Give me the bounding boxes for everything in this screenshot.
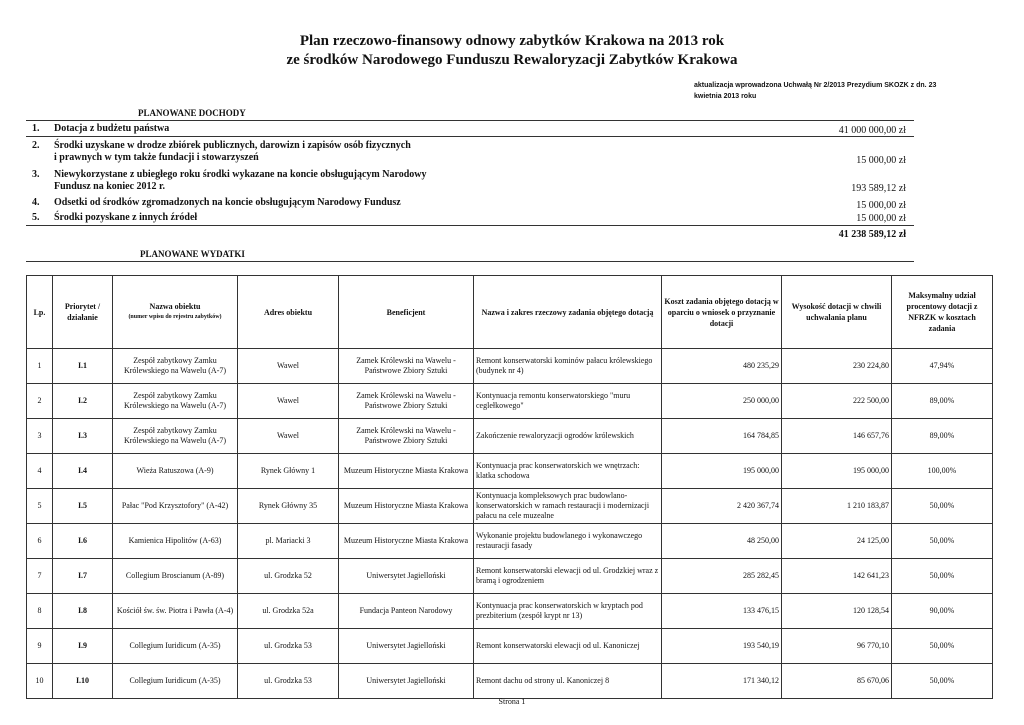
income-item-label: Odsetki od środków zgromadzonych na koncie obsługującym Narodowy Fundusz	[54, 197, 401, 208]
cell-cost: 285 282,45	[662, 559, 782, 594]
cell-share: 89,00%	[892, 384, 993, 419]
cell-priority: I.6	[53, 524, 113, 559]
column-header-max-share: Maksymalny udział procentowy dotacji z NFRZK w kosztach zadania	[892, 276, 993, 349]
cell-share: 50,00%	[892, 489, 993, 524]
cell-priority: I.8	[53, 594, 113, 629]
table-row	[27, 419, 993, 454]
cell-scope: Kontynuacja prac konserwatorskich w kryptach pod prezbiterium (zespół krypt nr 13)	[474, 594, 662, 629]
cell-scope: Kontynuacja prac konserwatorskich we wnętrzach: klatka schodowa	[474, 454, 662, 489]
table-row	[27, 384, 993, 419]
cell-priority: I.9	[53, 629, 113, 664]
table-row	[27, 349, 993, 384]
cell-cost: 480 235,29	[662, 349, 782, 384]
cell-cost: 164 784,85	[662, 419, 782, 454]
cell-cost: 171 340,12	[662, 664, 782, 699]
cell-priority: I.2	[53, 384, 113, 419]
table-row	[27, 489, 993, 524]
income-item-label: Środki uzyskane w drodze zbiórek publicznych, darowizn i zapisów osób fizycznych	[54, 140, 411, 151]
column-header-object	[113, 276, 238, 349]
income-item-number: 3.	[32, 169, 40, 180]
cell-priority: I.3	[53, 419, 113, 454]
cell-object: Pałac "Pod Krzysztofory" (A-42)	[113, 489, 238, 524]
cell-object: Zespół zabytkowy Zamku Królewskiego na Wawelu (A-7)	[113, 349, 238, 384]
cell-cost: 193 540,19	[662, 629, 782, 664]
income-item-number: 2.	[32, 140, 40, 151]
cell-share: 90,00%	[892, 594, 993, 629]
income-item-label: Środki pozyskane z innych źródeł	[54, 212, 198, 223]
cell-lp: 7	[27, 559, 53, 594]
table-row	[27, 664, 993, 699]
cell-scope: Remont konserwatorski kominów pałacu królewskiego (budynek nr 4)	[474, 349, 662, 384]
cell-beneficiary: Uniwersytet Jagielloński	[339, 664, 474, 699]
cell-lp: 9	[27, 629, 53, 664]
cell-priority: I.5	[53, 489, 113, 524]
cell-grant: 230 224,80	[782, 349, 892, 384]
cell-address: Wawel	[238, 384, 339, 419]
column-header-priority: Priorytet / działanie	[53, 276, 113, 349]
cell-object: Collegium Broscianum (A-89)	[113, 559, 238, 594]
cell-lp: 5	[27, 489, 53, 524]
column-header-object-sublabel: (numer wpisu do rejestru zabytków)	[128, 314, 222, 320]
cell-address: ul. Grodzka 53	[238, 629, 339, 664]
cell-share: 89,00%	[892, 419, 993, 454]
divider	[26, 261, 914, 262]
cell-address: ul. Grodzka 52a	[238, 594, 339, 629]
cell-grant: 222 500,00	[782, 384, 892, 419]
cell-object: Wieża Ratuszowa (A-9)	[113, 454, 238, 489]
cell-scope: Kontynuacja remontu konserwatorskiego "muru ceglełkowego"	[474, 384, 662, 419]
cell-priority: I.4	[53, 454, 113, 489]
cell-lp: 1	[27, 349, 53, 384]
expenses-table	[26, 275, 993, 699]
cell-beneficiary: Fundacja Panteon Narodowy	[339, 594, 474, 629]
cell-scope: Wykonanie projektu budowlanego i wykonawczego restauracji fasady	[474, 524, 662, 559]
column-header-scope: Nazwa i zakres rzeczowy zadania objętego dotacją	[474, 276, 662, 349]
document-title-line1: Plan rzeczowo-finansowy odnowy zabytków Krakowa na 2013 rok	[299, 33, 725, 49]
cell-object: Zespół zabytkowy Zamku Królewskiego na Wawelu (A-7)	[113, 384, 238, 419]
income-item-label-continued: Fundusz na koniec 2012 r.	[54, 181, 166, 192]
cell-grant: 142 641,23	[782, 559, 892, 594]
cell-object: Zespół zabytkowy Zamku Królewskiego na Wawelu (A-7)	[113, 419, 238, 454]
cell-beneficiary: Uniwersytet Jagielloński	[339, 559, 474, 594]
cell-lp: 4	[27, 454, 53, 489]
update-note-line1: aktualizacja wprowadzona Uchwałą Nr 2/2013 Prezydium SKOZK z dn. 23	[694, 82, 937, 89]
income-item-label: Dotacja z budżetu państwa	[54, 123, 170, 134]
cell-beneficiary: Zamek Królewski na Wawelu - Państwowe Zbiory Sztuki	[339, 349, 474, 384]
cell-address: Rynek Główny 1	[238, 454, 339, 489]
table-row	[27, 524, 993, 559]
column-header-grant: Wysokość dotacji w chwili uchwalania planu	[782, 276, 892, 349]
income-item-value: 15 000,00 zł	[856, 213, 906, 224]
cell-scope: Remont konserwatorski elewacji od ul. Kanoniczej	[474, 629, 662, 664]
cell-beneficiary: Muzeum Historyczne Miasta Krakowa	[339, 454, 474, 489]
cell-address: ul. Grodzka 52	[238, 559, 339, 594]
cell-grant: 85 670,06	[782, 664, 892, 699]
cell-lp: 10	[27, 664, 53, 699]
cell-address: Wawel	[238, 349, 339, 384]
cell-lp: 8	[27, 594, 53, 629]
cell-object: Kościół św. św. Piotra i Pawła (A-4)	[113, 594, 238, 629]
cell-grant: 120 128,54	[782, 594, 892, 629]
income-item-value: 15 000,00 zł	[856, 200, 906, 211]
cell-cost: 48 250,00	[662, 524, 782, 559]
update-note-line2: kwietnia 2013 roku	[694, 93, 757, 100]
update-note	[694, 80, 994, 102]
cell-beneficiary: Zamek Królewski na Wawelu - Państwowe Zbiory Sztuki	[339, 419, 474, 454]
cell-address: Wawel	[238, 419, 339, 454]
income-item-value: 41 000 000,00 zł	[838, 125, 906, 136]
income-heading: PLANOWANE DOCHODY	[138, 108, 246, 118]
cell-lp: 2	[27, 384, 53, 419]
cell-grant: 195 000,00	[782, 454, 892, 489]
table-row	[27, 454, 993, 489]
cell-beneficiary: Muzeum Historyczne Miasta Krakowa	[339, 524, 474, 559]
cell-share: 50,00%	[892, 524, 993, 559]
income-item-label-continued: i prawnych w tym także fundacji i stowarzyszeń	[54, 152, 259, 163]
cell-priority: I.1	[53, 349, 113, 384]
expenses-heading: PLANOWANE WYDATKI	[140, 249, 245, 259]
income-item-label: Niewykorzystane z ubiegłego roku środki wykazane na koncie obsługującym Narodowy	[54, 169, 427, 180]
cell-scope: Remont dachu od strony ul. Kanoniczej 8	[474, 664, 662, 699]
divider	[26, 120, 914, 121]
cell-share: 50,00%	[892, 629, 993, 664]
cell-cost: 195 000,00	[662, 454, 782, 489]
cell-lp: 6	[27, 524, 53, 559]
cell-share: 47,94%	[892, 349, 993, 384]
cell-share: 50,00%	[892, 664, 993, 699]
income-total: 41 238 589,12 zł	[838, 229, 906, 240]
cell-scope: Zakończenie rewaloryzacji ogrodów królewskich	[474, 419, 662, 454]
cell-priority: I.10	[53, 664, 113, 699]
column-header-beneficiary: Beneficjent	[339, 276, 474, 349]
divider	[26, 136, 914, 137]
cell-cost: 2 420 367,74	[662, 489, 782, 524]
cell-object: Collegium Iuridicum (A-35)	[113, 629, 238, 664]
document-title-line2: ze środków Narodowego Funduszu Rewaloryzacji Zabytków Krakowa	[286, 52, 738, 68]
column-header-object-label: Nazwa obiektu	[149, 302, 201, 311]
income-item-value: 15 000,00 zł	[856, 155, 906, 166]
income-item-number: 5.	[32, 212, 40, 223]
column-header-address: Adres obiektu	[238, 276, 339, 349]
cell-lp: 3	[27, 419, 53, 454]
cell-cost: 250 000,00	[662, 384, 782, 419]
table-row	[27, 629, 993, 664]
table-header-row	[27, 276, 993, 349]
divider	[26, 225, 914, 226]
cell-grant: 1 210 183,87	[782, 489, 892, 524]
table-row	[27, 594, 993, 629]
cell-priority: I.7	[53, 559, 113, 594]
income-item-value: 193 589,12 zł	[851, 183, 906, 194]
cell-beneficiary: Uniwersytet Jagielloński	[339, 629, 474, 664]
cell-beneficiary: Muzeum Historyczne Miasta Krakowa	[339, 489, 474, 524]
cell-scope: Kontynuacja kompleksowych prac budowlano-konserwatorskich w ramach restauracji i modernizacji pałacu na cele muzealne	[474, 489, 662, 524]
table-row	[27, 559, 993, 594]
cell-grant: 96 770,10	[782, 629, 892, 664]
cell-address: ul. Grodzka 53	[238, 664, 339, 699]
cell-address: pl. Mariacki 3	[238, 524, 339, 559]
income-item-number: 1.	[32, 123, 40, 134]
cell-address: Rynek Główny 35	[238, 489, 339, 524]
income-item-number: 4.	[32, 197, 40, 208]
cell-grant: 146 657,76	[782, 419, 892, 454]
column-header-cost: Koszt zadania objętego dotacją w oparciu o wniosek o przyznanie dotacji	[662, 276, 782, 349]
cell-beneficiary: Zamek Królewski na Wawelu - Państwowe Zbiory Sztuki	[339, 384, 474, 419]
cell-object: Kamienica Hipolitów (A-63)	[113, 524, 238, 559]
cell-share: 50,00%	[892, 559, 993, 594]
cell-scope: Remont konserwatorski elewacji od ul. Grodzkiej wraz z bramą i ogrodzeniem	[474, 559, 662, 594]
page-number: Strona 1	[498, 697, 526, 706]
column-header-lp: Lp.	[27, 276, 53, 349]
cell-grant: 24 125,00	[782, 524, 892, 559]
cell-share: 100,00%	[892, 454, 993, 489]
cell-cost: 133 476,15	[662, 594, 782, 629]
cell-object: Collegium Iuridicum (A-35)	[113, 664, 238, 699]
